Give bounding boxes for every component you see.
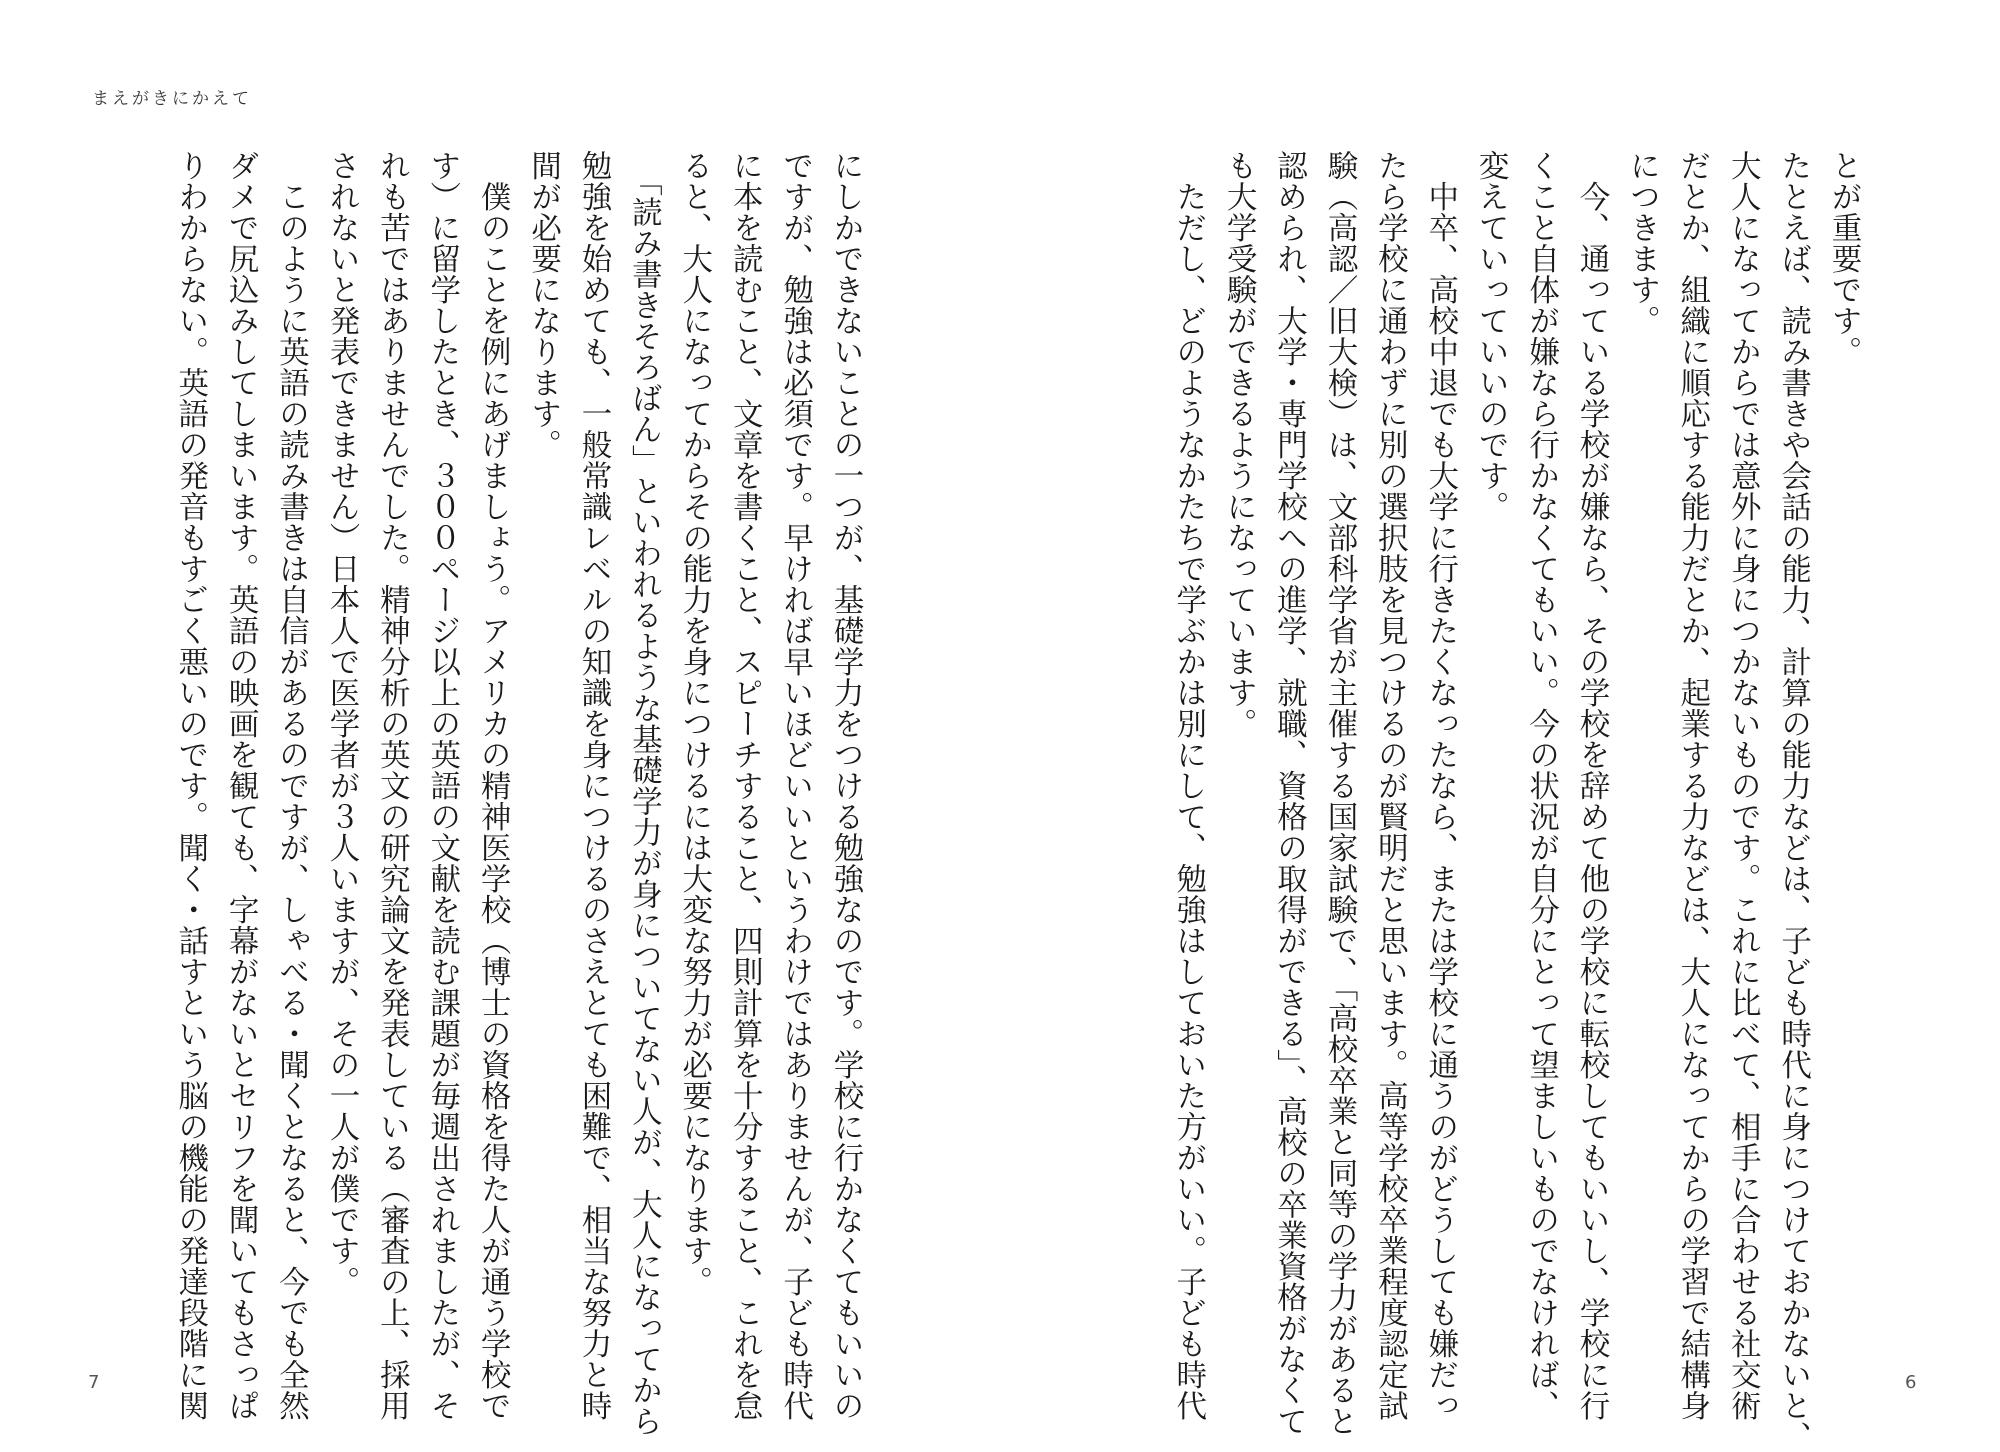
text-column: 大人になってからでは意外に身につかないものです。これに比べて、相手に合わせる社交術 bbox=[1725, 150, 1761, 1421]
text-column: たら学校に通わずに別の選択肢を見つけるのが賢明だと思います。高等学校卒業程度認定試 bbox=[1372, 150, 1408, 1421]
text-column: 認められ、大学・専門学校への進学、就職、資格の取得ができる」、高校の卒業資格がなくて bbox=[1271, 150, 1307, 1437]
text-column: くこと自体が嫌なら行かなくてもいい。今の状況が自分にとって望ましいものでなければ、 bbox=[1523, 150, 1559, 1421]
text-column: に本を読むこと、文章を書くこと、スピーチすること、四則計算を十分すること、これを怠 bbox=[727, 150, 763, 1421]
text-column: す）に留学したとき、３００ページ以上の英語の文献を読む課題が毎週出されましたが、そ bbox=[424, 150, 460, 1421]
text-column: ると、大人になってからその能力を身につけるには大変な努力が必要になります。 bbox=[676, 150, 712, 1297]
text-column: だとか、組織に順応する能力だとか、起業する力などは、大人になってからの学習で結構身 bbox=[1674, 150, 1710, 1421]
text-column: ダメで尻込みしてしまいます。英語の映画を観ても、字幕がないとセリフを聞いてもさっぱ bbox=[223, 150, 259, 1421]
left-page-body bbox=[172, 150, 870, 1437]
text-column: 僕のことを例にあげましょう。アメリカの精神医学校（博士の資格を得た人が通う学校で bbox=[475, 150, 511, 1421]
text-column: 変えていっていいのです。 bbox=[1473, 150, 1509, 522]
page-number-right: 6 bbox=[1905, 1372, 1917, 1393]
text-column: 間が必要になります。 bbox=[525, 150, 561, 460]
text-column: ですが、勉強は必須です。早ければ早いほどいいというわけではありませんが、子ども時代 bbox=[777, 150, 813, 1421]
text-column: 勉強を始めても、一般常識レベルの知識を身につけるのさえとても困難で、相当な努力と時 bbox=[575, 150, 611, 1421]
running-head: まえがきにかえて bbox=[92, 89, 252, 109]
text-column: されないと発表できません）日本人で医学者が３人いますが、その一人が僕です。 bbox=[323, 150, 359, 1297]
text-column: も大学受験ができるようになっています。 bbox=[1221, 150, 1257, 739]
text-column: にしかできないことの一つが、基礎学力をつける勉強なのです。学校に行かなくてもいいの bbox=[828, 150, 863, 1421]
right-page-body bbox=[1170, 150, 1868, 1452]
text-column: 中卒、高校中退でも大学に行きたくなったなら、または学校に通うのがどうしても嫌だっ bbox=[1422, 150, 1458, 1421]
text-column: れも苦ではありませんでした。精神分析の英文の研究論文を発表している（審査の上、採用 bbox=[374, 150, 410, 1421]
text-column: このように英語の読み書きは自信があるのですが、しゃべる・聞くとなると、今でも全然 bbox=[273, 150, 309, 1421]
text-column: たとえば、読み書きや会話の能力、計算の能力などは、子ども時代に身につけておかないと、 bbox=[1775, 150, 1811, 1452]
text-column: 験（高認／旧大検）は、文部科学省が主催する国家試験で、「高校卒業と同等の学力があると bbox=[1321, 150, 1357, 1437]
text-column: につきます。 bbox=[1624, 150, 1660, 336]
text-column: りわからない。英語の発音もすごく悪いのです。聞く・話すという脳の機能の発達段階に関 bbox=[172, 150, 208, 1421]
text-column: とが重要です。 bbox=[1826, 150, 1861, 367]
text-column: 「読み書きそろばん」といわれるような基礎学力が身についてない人が、大人になってから bbox=[626, 150, 662, 1437]
page-number-left: 7 bbox=[88, 1372, 100, 1393]
text-column: ただし、どのようなかたちで学ぶかは別にして、勉強はしておいた方がいい。子ども時代 bbox=[1170, 150, 1206, 1421]
text-column: 今、通っている学校が嫌なら、その学校を辞めて他の学校に転校してもいいし、学校に行 bbox=[1573, 150, 1609, 1421]
